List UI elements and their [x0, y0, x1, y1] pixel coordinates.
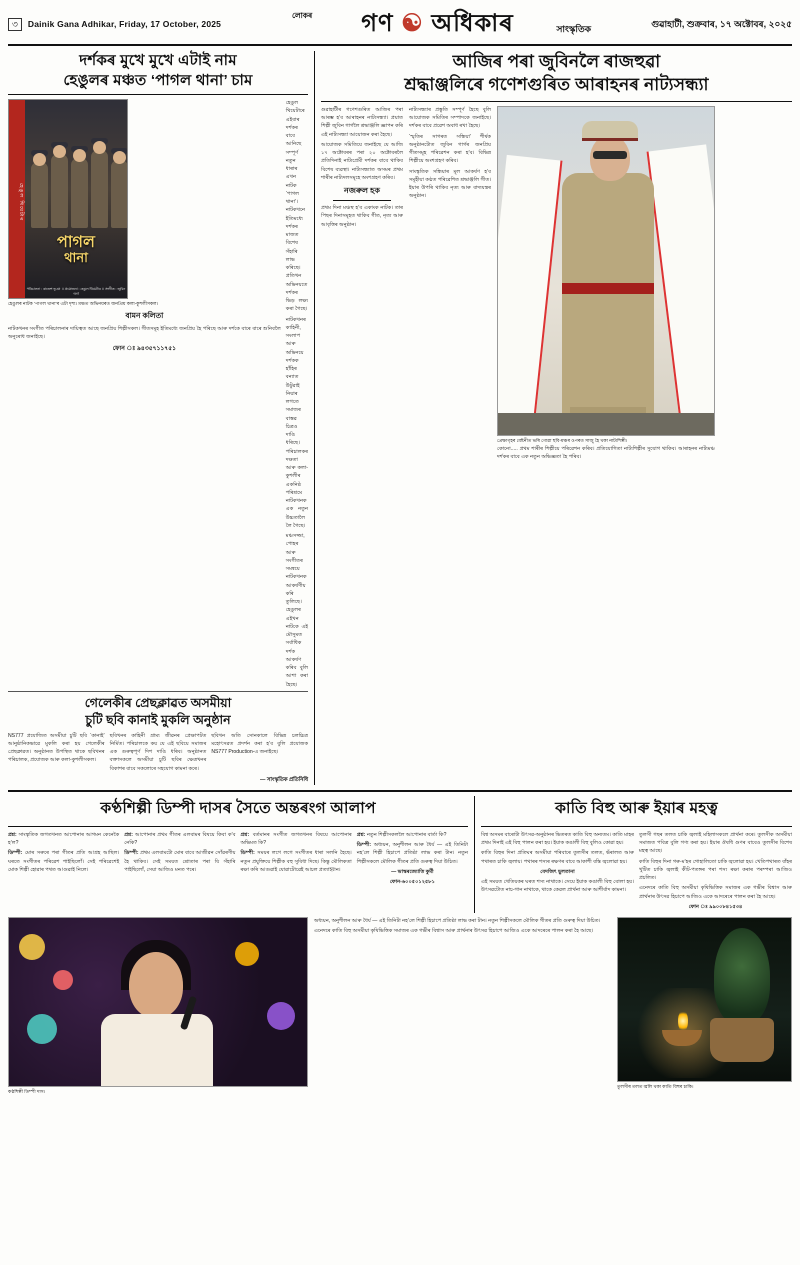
poster-side-strip: হেঙুল থিয়েটাৰ [9, 100, 25, 298]
qa-label: ডিম্পী: [8, 850, 23, 857]
qa-item [8, 831, 119, 848]
right-col1 [321, 106, 403, 463]
left-body-column [286, 99, 308, 691]
paragraph: প্ৰথম দিনা মঞ্চস্থ হ’ব একাংক নাটক। তাৰ পিছৰ দিনাসমূহত থাকিব গীত, নৃত্য আৰু আবৃত্তিৰ অনুষ্ঠান। [321, 205, 403, 228]
qa-text: সময়ৰ লগে লগে সংগীতৰ ধাৰা সলনি হৈছে। নতুন প্ৰযুক্তিয়ে শিল্পীক বহু সুবিধা দিছে। কিন্তু মৌলিকতা ৰক্ষা কৰি আগুৱাই যোৱাটোৱেই আচল প্ৰত্যাহ্বান। [240, 850, 352, 873]
paragraph: এই সময়ত খেতিয়কৰ ঘৰত শস্য নাথাকে। সেয়ে ইয়াক কঙালী বিহু বোলা হয়। উৎসৱটোত নাচ-গান নাথাকে, থাকে কেৱল প্ৰাৰ্থনা আৰু আশীৰ্বাদ কামনা। [481, 879, 634, 894]
paragraph: হেঙুল থিয়েটাৰে এইবাৰ দৰ্শকৰ বাবে আনিছে সম্পূৰ্ণ নতুন ধাৰাৰ এখন নাটক ‘পাগল থানা’। নাটকখনে ইতিমধ্যে দৰ্শকৰ মাজত বিশেষ সঁহাৰি লাভ কৰিছে। প্ৰতিখন অভিনয়তে দৰ্শকৰ ভিড় লক্ষ্য কৰা গৈছে। [285, 100, 308, 313]
paragraph: কাতি বিহুৰ দিনা প্ৰতিঘৰ অসমীয়া পৰিবাৰে তুলসীৰ তলত, ভঁৰালত আৰু পথাৰত চাকি জ্বলায়। পথাৰৰ শস্যৰ ৰক্ষণৰ বাবে আকাশী বন্তি জ্বলোৱা হয়। [481, 850, 634, 865]
paragraph: ‘স্মৃতিৰ সাগৰত সন্ধিয়া’ শীৰ্ষক অনুষ্ঠানটোত জুবিন গাৰ্গৰ জনপ্ৰিয় গীতসমূহ পৰিৱেশন কৰা হ’ব। বিভিন্ন শিল্পীয়ে অংশগ্ৰহণ কৰিব। [409, 133, 491, 165]
logo-word-left: গণ [361, 10, 394, 37]
kati-phone: ফোন ঃ ৯৯০০৮৪১৫৩৪ [688, 903, 743, 910]
top-band [8, 51, 792, 785]
bottom-band [8, 917, 792, 1096]
interview-section [8, 796, 468, 913]
section-label: সাংস্কৃতিক [556, 24, 591, 34]
left2-headline-line2: চুটি ছবি কানাই মুকলি অনুষ্ঠান [85, 712, 231, 727]
left-photo-caption: হেঙুলৰ নাটক ‘পাগল থানা’ৰ এটা দৃশ্য। মঞ্চত অভিনয়ৰত জনপ্ৰিয় কলা-কুশলীসকল। [8, 301, 159, 306]
interview-col3 [241, 831, 352, 889]
masthead-right: গুৱাহাটী, শুক্ৰবাৰ, ১৭ অক্টোবৰ, ২০২৫ [651, 18, 792, 29]
poster-title-main: পাগল [57, 234, 95, 251]
qa-text: সাংস্কৃতিক জগতখনত আপোনাৰ আগমন কেনেকৈ হ’ল? [8, 831, 120, 846]
qa-label: প্ৰশ্ন: [124, 831, 133, 838]
headline-divider [8, 94, 308, 95]
kati-divider [481, 826, 792, 827]
right-headline-line2: শ্ৰদ্ধাঞ্জলিৰে গণেশগুৰিত আৰাহনৰ নাট্যসন্ধ্যা [404, 74, 709, 94]
police-cap [582, 121, 638, 141]
left2-col1 [8, 732, 105, 775]
gamosa-right [647, 144, 715, 436]
flame-icon [678, 1010, 688, 1032]
qa-item [124, 849, 235, 874]
poster-title [25, 235, 127, 264]
poster-title-sub: থানা [64, 250, 88, 265]
diya-photo-caption: তুলসীৰ তলত জ্বলি থকা কাতি বিহুৰ চাকি। [617, 1084, 694, 1089]
masthead-left [8, 18, 258, 31]
singer-photo [8, 917, 308, 1087]
singer-torso [101, 1014, 213, 1087]
diya-photo-wrap [617, 917, 792, 1096]
paragraph: এনেদৰে কাতি বিহু অসমীয়া কৃষিভিত্তিক সমাজৰ এক গভীৰ বিশ্বাস আৰু প্ৰাৰ্থনাৰ উৎসৱ হিচাপে আজিও একে আদৰেৰে পালন কৰা হৈ আছে। [314, 928, 594, 935]
qa-label: প্ৰশ্ন: [356, 831, 366, 838]
qa-label: প্ৰশ্ন: [8, 831, 17, 838]
sunglasses [593, 151, 627, 159]
qa-text: প্ৰথম এলবামটো মোৰ বাবে আজীৱন সোঁৱৰণীয় হৈ থাকিব। সেই সময়ত শ্ৰোতাৰ পৰা যি সঁহাৰি পাইছিলোঁ, সেয়া আজিও মনত পৰে। [124, 850, 236, 873]
singer-photo-wrap [8, 917, 308, 1096]
officer-photo [497, 106, 715, 436]
left-column [8, 51, 308, 785]
bottom-filler-text [314, 917, 611, 1096]
interview-headline: কণ্ঠশিল্পী ডিম্পী দাসৰ সৈতে অন্তৰংগ আলাপ [100, 799, 376, 817]
qa-label: ডিম্পী: [240, 850, 255, 857]
left-story2-body [8, 732, 308, 775]
right-photo-caption: প্ৰেক্ষাগৃহৰ বেষ্টনীত ভৰি গোৱা ছবি-মঞ্চৰ ওপৰত সাজু হৈ থকা নাট্যশিল্পী। [497, 437, 628, 443]
interview-col4 [357, 831, 468, 889]
paragraph: কোনো..... প্ৰথম শাৰীৰ শিল্পীয়ে পৰিৱেশন কৰিব। প্ৰতিযোগিতা নাট্যশিল্পীৰ সুযোগ থাকিব। আৰাহনৰ নাট্যমঞ্চ দৰ্শকৰ বাবে এক নতুন অভিজ্ঞতা হৈ পৰিব। [497, 445, 715, 460]
gamosa-left [497, 155, 562, 436]
bokeh-light [27, 1014, 57, 1044]
interview-phone: ফোন-৬০০৫০১২৫৮১ [389, 879, 435, 885]
left-story2-headline [8, 695, 308, 729]
interview-divider [8, 826, 468, 827]
qa-item [124, 831, 235, 848]
left-story-top [8, 99, 308, 691]
right-story-headline [321, 51, 792, 97]
singer-face [129, 952, 183, 1018]
section-divider [8, 691, 308, 692]
right-author: নজৰুল হক [344, 186, 380, 196]
right-story-grid [321, 106, 792, 463]
kati-author: বেদজিৎ ছুলতানা [540, 868, 575, 875]
headline-divider-right [321, 101, 792, 102]
paragraph: অধ্যয়ন, অনুশীলন আৰু ধৈৰ্য — এই তিনিটা নহ’লে শিল্পী হিচাপে প্ৰতিষ্ঠা লাভ কৰা টান। নতুন শিল্পীসকলে মৌলিক গীতৰ প্ৰতি গুৰুত্ব দিয়া উচিত। [314, 918, 601, 924]
right-col3 [497, 445, 715, 462]
interview-credit: — ভাস্কৰজ্যোতি কুৰ্মী [391, 868, 434, 875]
qa-item [241, 831, 352, 848]
paragraph: আয়োজক সমিতিয়ে জনাইছে যে আজি ১৭ অক্টোবৰৰ পৰা ২০ অক্টোবৰলৈ প্ৰতিদিনাই নাট্যপ্ৰেমী দৰ্শকৰ বাবে থাকিব বিশেষ ব্যৱস্থা। নাট্যসন্ধ্যাত অসমৰ প্ৰথম শাৰীৰ নাট্যদলসমূহে অংশগ্ৰহণ কৰিব। [321, 141, 403, 181]
poster-figures [27, 108, 125, 228]
right-column [314, 51, 792, 785]
paragraph: গুৱাহাটীৰ গণেশগুৰিত আজিৰ পৰা আৰম্ভ হ’ব আৰাহনৰ নাট্যসন্ধ্যা। প্ৰয়াত শিল্পী জুবিন গাৰ্গলৈ শ্ৰদ্ধাঞ্জলি জ্ঞাপন কৰি এই নাট্যসন্ধ্যা আয়োজন কৰা হৈছে। [321, 106, 403, 138]
logo-mark-icon: ☯ [401, 10, 424, 37]
paragraph: NS777 প্ৰযোজিত অসমীয়া চুটি ছবি ‘কানাই’ আনুষ্ঠানিকভাৱে মুকলি কৰা হয় গেলেকীৰ প্ৰেছক্লাৱত। অনুষ্ঠানত উপস্থিত থাকে ছবিখনৰ পৰিচালক, প্ৰযোজক আৰু কলা-কুশলীসকল। [8, 732, 105, 764]
poster-credits: পৰিচালনা : ৰাজেশ ভূঞা ।। প্ৰযোজনা : হেঙুল থিয়েটাৰ ।। সংগীত : জুবিন গাৰ্গ [26, 287, 126, 296]
left-contact: ফোন ঃ ৯৪৩৫৭১১৭৫১ [112, 346, 176, 353]
paragraph: ছবিখন অতি সোনকালে বিভিন্ন চলচ্চিত্ৰ মহোৎসৱত প্ৰদৰ্শন কৰা হ’ব বুলি প্ৰযোজক NS777 Production-এ জনাইছে। [211, 732, 309, 755]
qa-label: প্ৰশ্ন: [240, 831, 250, 838]
qa-text: বৰ্তমানৰ সংগীত জগতখনৰ বিষয়ে আপোনাৰ অভিমত কি? [240, 831, 352, 846]
right-headline-line1: আজিৰ পৰা জুবিনলৈ ৰাজহুৱা [452, 52, 661, 71]
qa-item [357, 841, 468, 866]
kati-headline: কাতি বিহু আৰু ইয়াৰ মহত্ব [555, 799, 718, 817]
tulsi-pot [710, 1018, 774, 1062]
kati-col1 [481, 831, 634, 913]
poster-wrap [8, 99, 281, 691]
interview-columns [8, 831, 468, 889]
left-headline-line1: দৰ্শকৰ মুখে মুখে এটাই নাম [79, 52, 237, 69]
qa-text: আপোনাৰ প্ৰথম গীতৰ এলবামৰ বিষয়ে কিবা ক’ব নেকি? [124, 831, 236, 846]
paragraph: মঞ্চসজ্জা, পোহৰ আৰু সংগীতৰ সমন্বয়ে নাটকখনক আকৰ্ষণীয় কৰি তুলিছে। হেঙুলৰ এইখন নাটকে এই মৌসুমত সৰ্বাধিক দৰ্শক আকৰ্ষণ কৰিব বুলি আশা কৰা হৈছে। [285, 533, 308, 688]
singer-photo-caption: কণ্ঠশিল্পী ডিম্পী দাস। [8, 1089, 46, 1094]
tulsi-plant [714, 928, 770, 1024]
figure-belt [562, 283, 654, 294]
paragraph: নাটকখনৰ সংগীত পৰিচালনাৰ দায়িত্বত আছে জনপ্ৰিয় শিল্পীসকল। গীতসমূহ ইতিমধ্যে জনপ্ৰিয় হৈ পৰিছে আৰু দৰ্শকে বাৰে বাৰে শুনিবলৈ অনুৰোধ জনাইছে। [8, 325, 281, 340]
paragraph: ছবিখনৰ কাহিনী গ্ৰাম্য জীৱনৰ প্ৰেক্ষাপটত নিৰ্মিত। পৰিচালকে কয় যে এই ছবিয়ে সমাজৰ এক গুৰুত্বপূৰ্ণ দিশ দাঙি ধৰিব। অনুষ্ঠানত বক্তাসকলে অসমীয়া চুটি ছবিৰ ক্ষেত্ৰখনৰ বিকাশৰ বাবে সকলোৰে সহযোগ কামনা কৰে। [109, 732, 207, 772]
paragraph: বিশ্ব অসমৰ বাৰোটা উৎসৱ-অনুষ্ঠানৰ ভিতৰত কাতি বিহু অন্যতম। কাতি মাহৰ প্ৰথম দিনাই এই বিহু পালন কৰা হয়। ইয়াক কঙালী বিহু বুলিও কোৱা হয়। [481, 831, 634, 846]
qa-item [241, 849, 352, 874]
paragraph: এনেদৰে কাতি বিহু অসমীয়া কৃষিভিত্তিক সমাজৰ এক গভীৰ বিশ্বাস আৰু প্ৰাৰ্থনাৰ উৎসৱ হিচাপে আজিও একে আদৰেৰে পালন কৰা হৈ আছে। [639, 885, 792, 900]
kati-col2 [639, 831, 792, 913]
qa-item [8, 849, 119, 874]
paragraph: কাতি বিহুৰ দিনা গৰু-ম’হৰ গোহালিতো চাকি জ্বলোৱা হয়। খেতিপথাৰত বাঁহৰ খুটিত চাকি জ্বলাই কীট-পতঙ্গৰ পৰা শস্য ৰক্ষা কৰাৰ পৰম্পৰা আজিও প্ৰচলিত। [639, 858, 792, 881]
paragraph: নাট্যসন্ধ্যাৰ প্ৰস্তুতি সম্পূৰ্ণ হৈছে বুলি আয়োজক সমিতিৰ সম্পাদকে জনাইছে। দৰ্শকৰ বাবে প্ৰৱেশ অবাধ ৰখা হৈছে। [409, 106, 491, 130]
interview-col2 [124, 831, 235, 889]
interview-col1 [8, 831, 119, 889]
qa-text: মোৰ সৰুৰে পৰা গীতৰ প্ৰতি আগ্ৰহ আছিল। ঘৰতে সংগীতৰ পৰিৱেশ পাইছিলোঁ। সেই পৰিৱেশেই মোক শিল্পী হোৱাৰ পথত আগুৱাই নিলে। [8, 850, 120, 873]
bokeh-light [235, 942, 259, 966]
left-body-extra [8, 325, 281, 342]
paragraph: তুলসী গছৰ তলত চাকি জ্বলাই মহিলাসকলে প্ৰাৰ্থনা কৰে। তুলসীক অসমীয়া সমাজত পবিত্ৰ বুলি গণ্য কৰা হয়। ইয়াৰ ঔষধি গুণৰ বাবেও তুলসীৰ বিশেষ মহত্ব আছে। [639, 831, 792, 855]
paragraph: সাংস্কৃতিক সন্ধিয়াৰ মূল আকৰ্ষণ হ’ব সমূহীয়া কণ্ঠত পৰিৱেশিত শ্ৰদ্ধাঞ্জলি গীত। ইয়াৰ উপৰি থাকিব নৃত্য আৰু বাদ্যযন্ত্ৰৰ অনুষ্ঠান। [409, 168, 491, 200]
diya-photo [617, 917, 792, 1082]
right-col2 [409, 106, 491, 463]
figure-body [562, 173, 654, 423]
left2-col3 [211, 732, 308, 775]
author-divider [333, 200, 390, 201]
left2-credit: — সাংস্কৃতিক প্ৰতিনিধি [259, 776, 308, 783]
stage-floor [498, 413, 714, 435]
masthead-center [258, 12, 617, 36]
qa-text: নতুন শিল্পীসকললৈ আপোনাৰ বাৰ্তা কি? [366, 831, 447, 838]
left-headline-line2: হেঙুলৰ মঞ্চত ‘পাগল থানা’ চাম [63, 71, 253, 89]
qa-text: অধ্যয়ন, অনুশীলন আৰু ধৈৰ্য — এই তিনিটা নহ’লে শিল্পী হিচাপে প্ৰতিষ্ঠা লাভ কৰা টান। নতুন শিল্পীসকলে মৌলিক গীতৰ প্ৰতি গুৰুত্ব দিয়া উচিত। [356, 842, 468, 865]
dateline-english: Dainik Gana Adhikar, Friday, 17 October, 2025 [27, 19, 222, 29]
movie-poster-image [8, 99, 128, 299]
paragraph: নাটকখনৰ কাহিনী, সংলাপ আৰু অভিনয়ে দৰ্শকক হাঁহিৰ বন্যাত উটুৱাই নিয়াৰ লগতে সমাজৰ বাস্তৱ চিত্ৰও দাঙি ধৰিছে। পৰিচালকৰ দক্ষতা আৰু কলা-কুশলীৰ একনিষ্ঠ পৰিশ্ৰমে নাটকখনক এক নতুন উচ্চতালৈ লৈ গৈছে। [285, 316, 309, 529]
masthead-kicker: লোকৰ [292, 11, 313, 20]
left-byline: বামন কলিতা [125, 310, 164, 320]
bokeh-light [267, 1002, 295, 1030]
qa-label: ডিম্পী: [356, 842, 372, 848]
left2-headline-line1: গেলেকীৰ প্ৰেছক্লাৱত অসমীয়া [84, 695, 232, 710]
logo-word-right: অধিকাৰ [431, 10, 514, 37]
right-photo-wrap [497, 106, 715, 463]
qa-label: ডিম্পী: [124, 850, 139, 857]
qa-item [357, 831, 468, 839]
page-number: ৩ [8, 18, 22, 31]
kati-columns [481, 831, 792, 913]
left-story-headline [8, 51, 308, 90]
bokeh-light [53, 970, 73, 990]
left2-col2 [110, 732, 207, 775]
bokeh-light [19, 934, 45, 960]
masthead [8, 6, 792, 46]
kati-bihu-section [474, 796, 792, 913]
middle-band [8, 790, 792, 913]
